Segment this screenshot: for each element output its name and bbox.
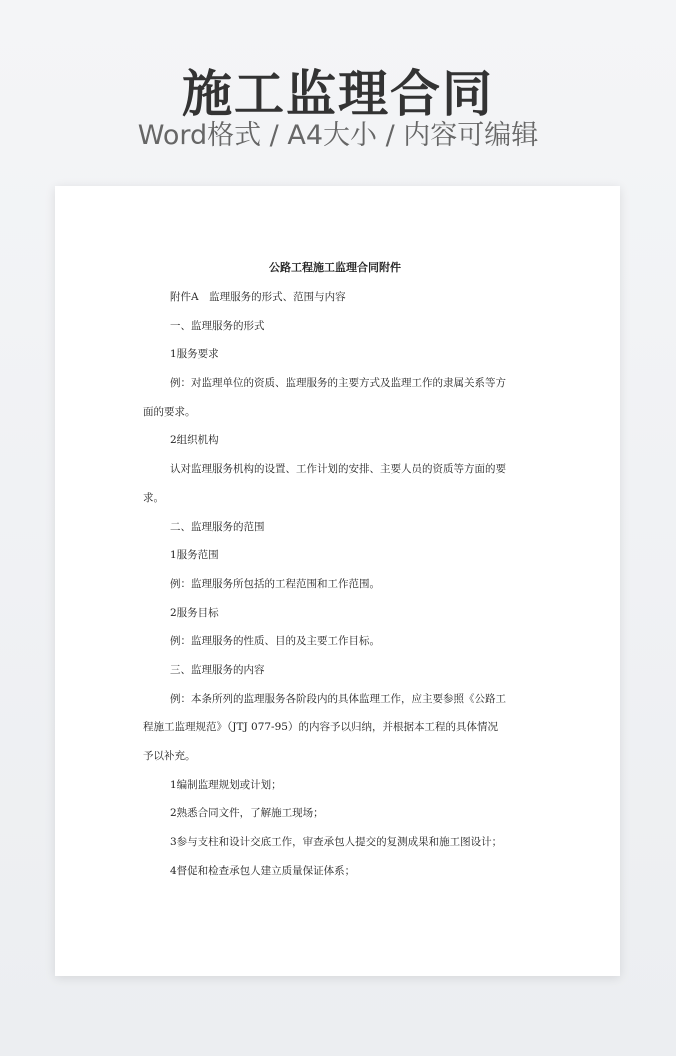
banner-subtitle: Word格式 / A4大小 / 内容可编辑	[137, 120, 539, 151]
document-title: 公路工程施工监理合同附件	[269, 261, 401, 274]
document-line: 三、监理服务的内容	[170, 663, 265, 676]
document-line: 2熟悉合同文件，了解施工现场；	[170, 807, 324, 820]
document-page	[55, 186, 620, 976]
document-line: 2服务目标	[170, 606, 219, 619]
document-line: 1服务范围	[170, 549, 219, 562]
document-line: 附件A 监理服务的形式、范围与内容	[170, 291, 346, 303]
document-line: 例：监理服务所包括的工程范围和工作范围。	[170, 577, 380, 590]
document-line: 二、监理服务的范围	[170, 520, 265, 533]
document-line: 予以补充。	[143, 750, 196, 762]
document-body	[143, 258, 527, 889]
document-line: 认对监理服务机构的设置、工作计划的安排、主要人员的资质等方面的要	[170, 463, 506, 476]
document-line: 例：监理服务的性质、目的及主要工作目标。	[170, 635, 380, 648]
banner-title: 施工监理合同	[182, 65, 494, 123]
document-line: 程施工监理规范》（JTJ 077-95）的内容予以归纳，并根据本工程的具体情况	[143, 721, 498, 734]
document-line: 面的要求。	[143, 405, 196, 418]
document-line: 1编制监理规划或计划；	[170, 778, 282, 791]
document-line: 1服务要求	[170, 348, 219, 361]
document-line: 4督促和检查承包人建立质量保证体系；	[170, 864, 356, 877]
document-line: 求。	[143, 491, 164, 504]
document-line: 一、监理服务的形式	[170, 319, 265, 332]
document-line: 2组织机构	[170, 434, 219, 447]
document-line: 例：对监理单位的资质、监理服务的主要方式及监理工作的隶属关系等方	[170, 377, 506, 390]
document-line: 例：本条所列的监理服务各阶段内的具体监理工作，应主要参照《公路工	[170, 692, 506, 705]
document-line: 3参与支柱和设计交底工作，审查承包人提交的复测成果和施工图设计；	[170, 836, 503, 849]
